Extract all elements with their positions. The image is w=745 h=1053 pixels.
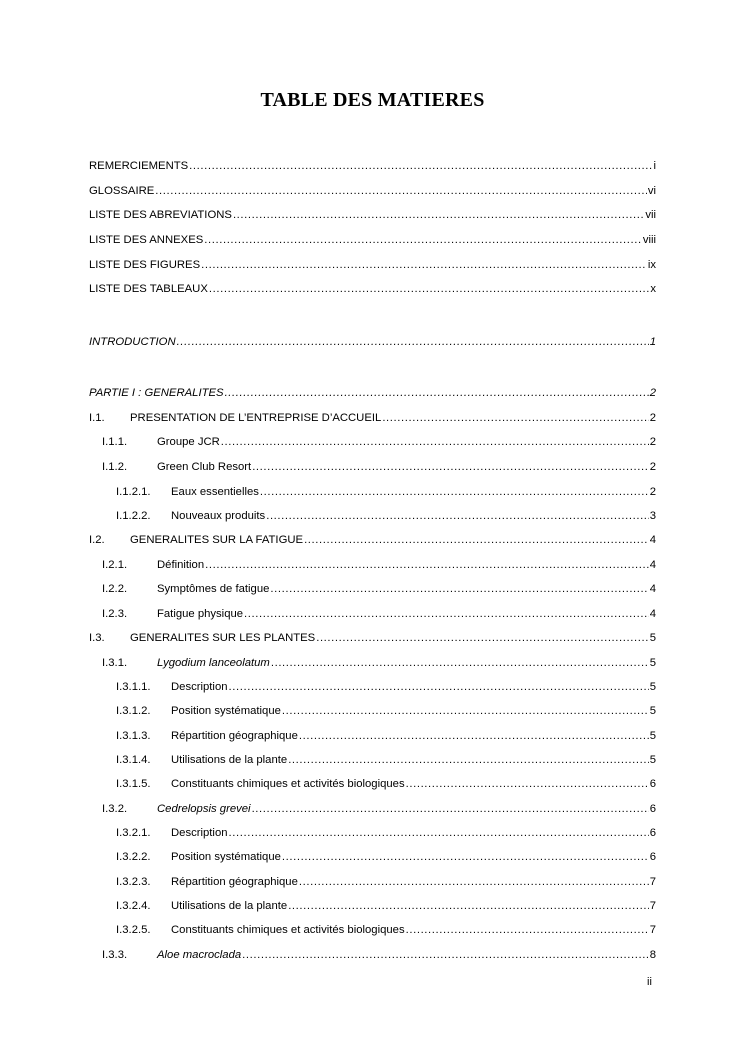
toc-entry-number: I.3.1.2. (116, 705, 151, 717)
toc-entry[interactable] (89, 702, 656, 718)
toc-entry-number: I.3.2.3. (116, 876, 151, 888)
toc-entry-page: ix (647, 259, 656, 271)
toc-entry-page: 4 (649, 534, 656, 546)
toc-entry-label: Utilisations de la plante (171, 900, 288, 912)
toc-entry[interactable] (89, 556, 656, 572)
toc-entry-label: Utilisations de la plante (171, 754, 288, 766)
toc-entry-label: PRESENTATION DE L’ENTREPRISE D’ACCUEIL (130, 412, 382, 424)
toc-entry[interactable] (89, 182, 656, 198)
toc-entry[interactable] (89, 206, 656, 222)
toc-entry-label: Groupe JCR (157, 436, 220, 448)
dot-leader (282, 850, 649, 864)
toc-entry-number: I.3.1.1. (116, 681, 151, 693)
toc-entry[interactable] (89, 946, 656, 962)
toc-entry[interactable] (89, 531, 656, 547)
toc-entry-page: 3 (649, 510, 656, 522)
toc-entry-number: I.1.2.2. (116, 510, 151, 522)
toc-entry-label: REMERCIEMENTS (89, 160, 189, 172)
toc-entry[interactable] (89, 897, 656, 913)
toc-entry[interactable] (89, 727, 656, 743)
dot-leader (406, 777, 649, 791)
toc-entry-number: I.3.1.4. (116, 754, 151, 766)
toc-entry[interactable] (89, 824, 656, 840)
toc-entry-page: 4 (649, 583, 656, 595)
dot-leader (204, 233, 642, 247)
toc-entry-label: Green Club Resort (157, 461, 252, 473)
toc-entry[interactable] (89, 654, 656, 670)
toc-entry[interactable] (89, 751, 656, 767)
dot-leader (304, 533, 649, 547)
toc-entry-page: i (653, 160, 656, 172)
toc-entry-label: LISTE DES FIGURES (89, 259, 201, 271)
toc-entry-label: Nouveaux produits (171, 510, 266, 522)
toc-entry-number: I.3.2.1. (116, 827, 151, 839)
toc-entry-page: 4 (649, 559, 656, 571)
toc-entry[interactable] (89, 409, 656, 425)
dot-leader (229, 826, 649, 840)
toc-entry-number: I.3.2. (102, 803, 128, 815)
toc-entry-label: INTRODUCTION (89, 336, 176, 348)
toc-entry-page: vii (645, 209, 656, 221)
toc-entry-number: I.2.2. (102, 583, 128, 595)
toc-entry-number: I.3.2.2. (116, 851, 151, 863)
dot-leader (189, 159, 652, 173)
dot-leader (260, 485, 649, 499)
toc-entry-label: Répartition géographique (171, 730, 298, 742)
toc-entry-number: I.3.1.3. (116, 730, 151, 742)
toc-entry-page: 2 (649, 412, 656, 424)
dot-leader (266, 509, 649, 523)
toc-entry[interactable] (89, 280, 656, 296)
toc-entry-label: Constituants chimiques et activités biologiques (171, 778, 405, 790)
toc-entry-label: Lygodium lanceolatum (157, 657, 270, 669)
toc-entry-page: 7 (649, 924, 656, 936)
toc-entry-page: 6 (649, 778, 656, 790)
dot-leader (201, 258, 647, 272)
toc-entry[interactable] (89, 580, 656, 596)
toc-entry-page: 2 (649, 436, 656, 448)
toc-entry[interactable] (89, 629, 656, 645)
dot-leader (252, 802, 649, 816)
toc-entry-number: I.1.1. (102, 436, 128, 448)
dot-leader (155, 184, 647, 198)
toc-entry-number: I.3.3. (102, 949, 128, 961)
toc-entry-label: Cedrelopsis grevei (157, 803, 251, 815)
toc-entry-page: 2 (649, 486, 656, 498)
dot-leader (177, 335, 649, 349)
toc-entry-label: GENERALITES SUR LES PLANTES (130, 632, 316, 644)
toc-entry-label: Symptômes de fatigue (157, 583, 270, 595)
dot-leader (299, 729, 649, 743)
toc-entry-label: Constituants chimiques et activités biologiques (171, 924, 405, 936)
toc-entry[interactable] (89, 605, 656, 621)
toc-entry-label: Position systématique (171, 705, 281, 717)
dot-leader (382, 411, 648, 425)
dot-leader (299, 875, 649, 889)
toc-entry-number: I.1.2. (102, 461, 128, 473)
toc-entry-page: viii (642, 234, 656, 246)
dot-leader (316, 631, 649, 645)
page-number: ii (647, 976, 652, 988)
toc-entry-label: Aloe macroclada (157, 949, 242, 961)
toc-entry[interactable] (89, 775, 656, 791)
toc-entry-page: vi (647, 185, 656, 197)
toc-entry-label: PARTIE I : GENERALITES (89, 387, 224, 399)
toc-entry-label: GLOSSAIRE (89, 185, 155, 197)
toc-entry[interactable] (89, 231, 656, 247)
toc-entry[interactable] (89, 873, 656, 889)
toc-entry-page: x (650, 283, 656, 295)
toc-entry-page: 5 (649, 632, 656, 644)
toc-entry-page: 5 (649, 754, 656, 766)
toc-entry[interactable] (89, 384, 656, 400)
toc-entry-label: LISTE DES TABLEAUX (89, 283, 208, 295)
toc-entry-label: LISTE DES ABREVIATIONS (89, 209, 232, 221)
dot-leader (209, 282, 649, 296)
toc-entry[interactable] (89, 921, 656, 937)
toc-entry[interactable] (89, 678, 656, 694)
toc-entry-number: I.2.3. (102, 608, 128, 620)
toc-entry[interactable] (89, 256, 656, 272)
toc-entry-page: 5 (649, 681, 656, 693)
toc-entry[interactable] (89, 507, 656, 523)
toc-entry[interactable] (89, 458, 656, 474)
dot-leader (205, 558, 649, 572)
toc-entry-number: I.2.1. (102, 559, 128, 571)
dot-leader (288, 899, 649, 913)
toc-entry-label: Répartition géographique (171, 876, 298, 888)
dot-leader (288, 753, 649, 767)
toc-entry-label: LISTE DES ANNEXES (89, 234, 204, 246)
toc-entry-page: 6 (649, 803, 656, 815)
toc-entry-page: 2 (649, 387, 656, 399)
dot-leader (282, 704, 649, 718)
toc-entry-page: 4 (649, 608, 656, 620)
toc-entry-page: 6 (649, 827, 656, 839)
dot-leader (244, 607, 649, 621)
toc-entry-label: Définition (157, 559, 205, 571)
toc-entry-page: 5 (649, 705, 656, 717)
dot-leader (406, 923, 649, 937)
toc-entry-label: Description (171, 681, 228, 693)
dot-leader (225, 386, 649, 400)
toc-entry-page: 5 (649, 657, 656, 669)
dot-leader (233, 208, 644, 222)
toc-entry-number: I.1. (89, 412, 105, 424)
toc-entry-number: I.3.1.5. (116, 778, 151, 790)
toc-entry-number: I.1.2.1. (116, 486, 151, 498)
toc-entry-page: 7 (649, 876, 656, 888)
toc-entry-number: I.3.1. (102, 657, 128, 669)
toc-entry[interactable] (89, 433, 656, 449)
dot-leader (229, 680, 649, 694)
toc-entry-number: I.3. (89, 632, 105, 644)
toc-entry[interactable] (89, 848, 656, 864)
toc-entry-page: 6 (649, 851, 656, 863)
dot-leader (270, 582, 648, 596)
toc-entry-page: 5 (649, 730, 656, 742)
dot-leader (242, 948, 649, 962)
toc-entry-label: Fatigue physique (157, 608, 244, 620)
toc-entry-label: Eaux essentielles (171, 486, 259, 498)
toc-entry-label: Position systématique (171, 851, 281, 863)
toc-entry-page: 1 (649, 336, 656, 348)
dot-leader (221, 435, 649, 449)
toc-entry-page: 7 (649, 900, 656, 912)
dot-leader (252, 460, 649, 474)
toc-entry[interactable] (89, 483, 656, 499)
toc-entry-page: 2 (649, 461, 656, 473)
toc-entry-number: I.3.2.5. (116, 924, 151, 936)
toc-entry[interactable] (89, 157, 656, 173)
toc-entry-label: GENERALITES SUR LA FATIGUE (130, 534, 304, 546)
toc-entry[interactable] (89, 800, 656, 816)
toc-entry[interactable] (89, 333, 656, 349)
toc-entry-number: I.3.2.4. (116, 900, 151, 912)
toc-entry-label: Description (171, 827, 228, 839)
dot-leader (271, 656, 649, 670)
page-title: TABLE DES MATIERES (260, 89, 485, 111)
toc-entry-number: I.2. (89, 534, 105, 546)
toc-entry-page: 8 (649, 949, 656, 961)
